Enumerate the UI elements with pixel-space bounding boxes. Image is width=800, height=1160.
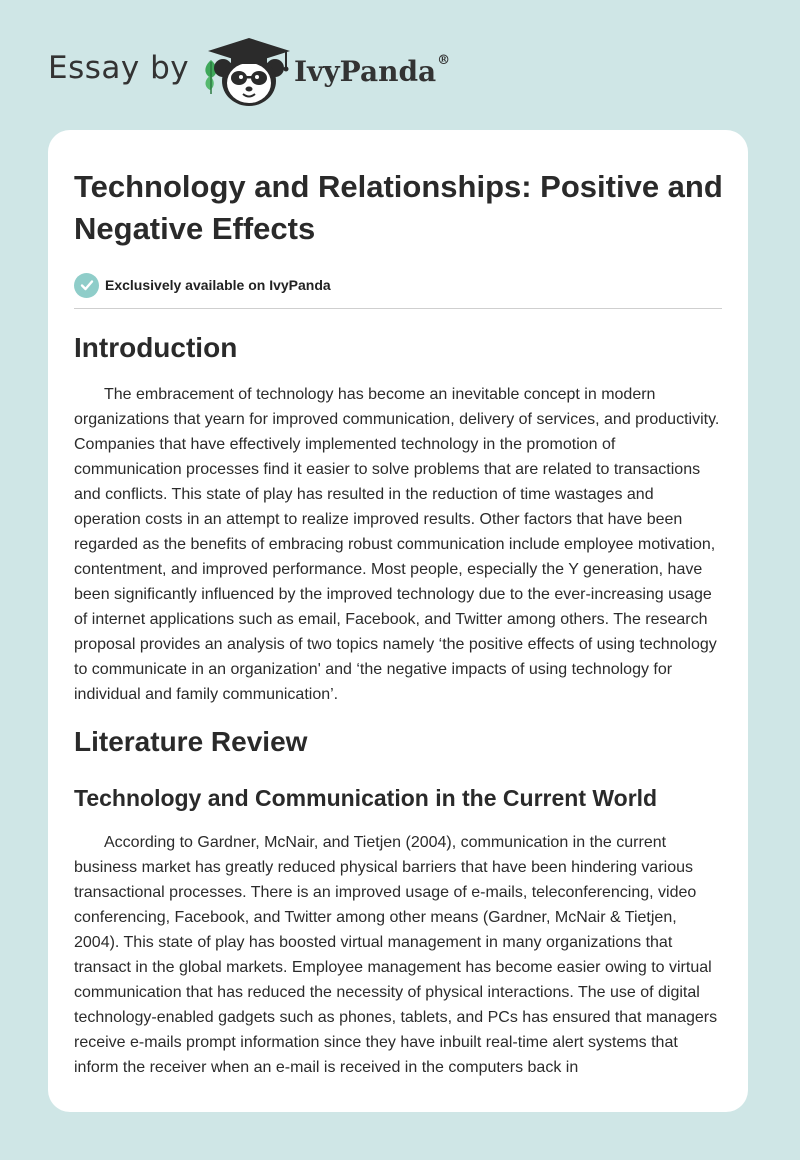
exclusive-badge [74, 272, 724, 298]
section-heading-introduction: Introduction [74, 332, 238, 363]
exclusive-label: Exclusively available on IvyPanda [105, 277, 331, 293]
site-header [0, 0, 800, 120]
subsection-heading: Technology and Communication in the Current World [74, 785, 658, 811]
essay-card [48, 130, 748, 1112]
panda-graduation-cap-icon [206, 34, 292, 110]
introduction-paragraph: The embracement of technology has become an inevitable concept in modern organizations that yearn for improved communication, delivery of services, and productivity. Companies that have effectively implemented technology in the promotion of communication processes find it easier to solve problems that are related to transactions and conflicts. This state of play has resulted in the reduction of time wastages and operation costs in an attempt to realize improved results. Other factors that have been regarded as the benefits of embracing robust communication include employee motivation, contentment, and improved performance. Most people, especially the Y generation, have been significantly influenced by the improved technology due to the ever-increasing usage of internet applications such as email, Facebook, and Twitter among others. The research proposal provides an analysis of two topics namely ‘the positive effects of using technology to communicate in an organization' and ‘the negative impacts of using technology for individual and family communication’. [74, 386, 720, 703]
divider [74, 308, 722, 309]
check-badge-icon [74, 273, 99, 298]
registered-mark: ® [437, 53, 451, 68]
literature-paragraph: According to Gardner, McNair, and Tietjen (2004), communication in the current business market has greatly reduced physical barriers that have been hindering various transactional processes. There is an improved usage of e-mails, teleconferencing, video conferencing, Facebook, and Twitter among other means (Gardner, McNair & Tietjen, 2004). This state of play has boosted virtual management in many organizations that transact in the global markets. Employee management has become easier owing to virtual communication that has reduced the necessity of physical interactions. The use of digital technology-enabled gadgets such as phones, tablets, and PCs has ensured that managers receive e-mails prompt information since they have inbuilt real-time alert systems that inform the receiver when an e-mail is received in the computers back in [74, 834, 718, 1076]
essay-content [74, 166, 724, 1080]
brand-name[interactable]: IvyPanda® [294, 53, 451, 88]
section-heading-literature-review: Literature Review [74, 726, 308, 757]
essay-title: Technology and Relationships: Positive and Negative Effects [74, 169, 723, 246]
essay-by-label: Essay by [48, 50, 190, 86]
